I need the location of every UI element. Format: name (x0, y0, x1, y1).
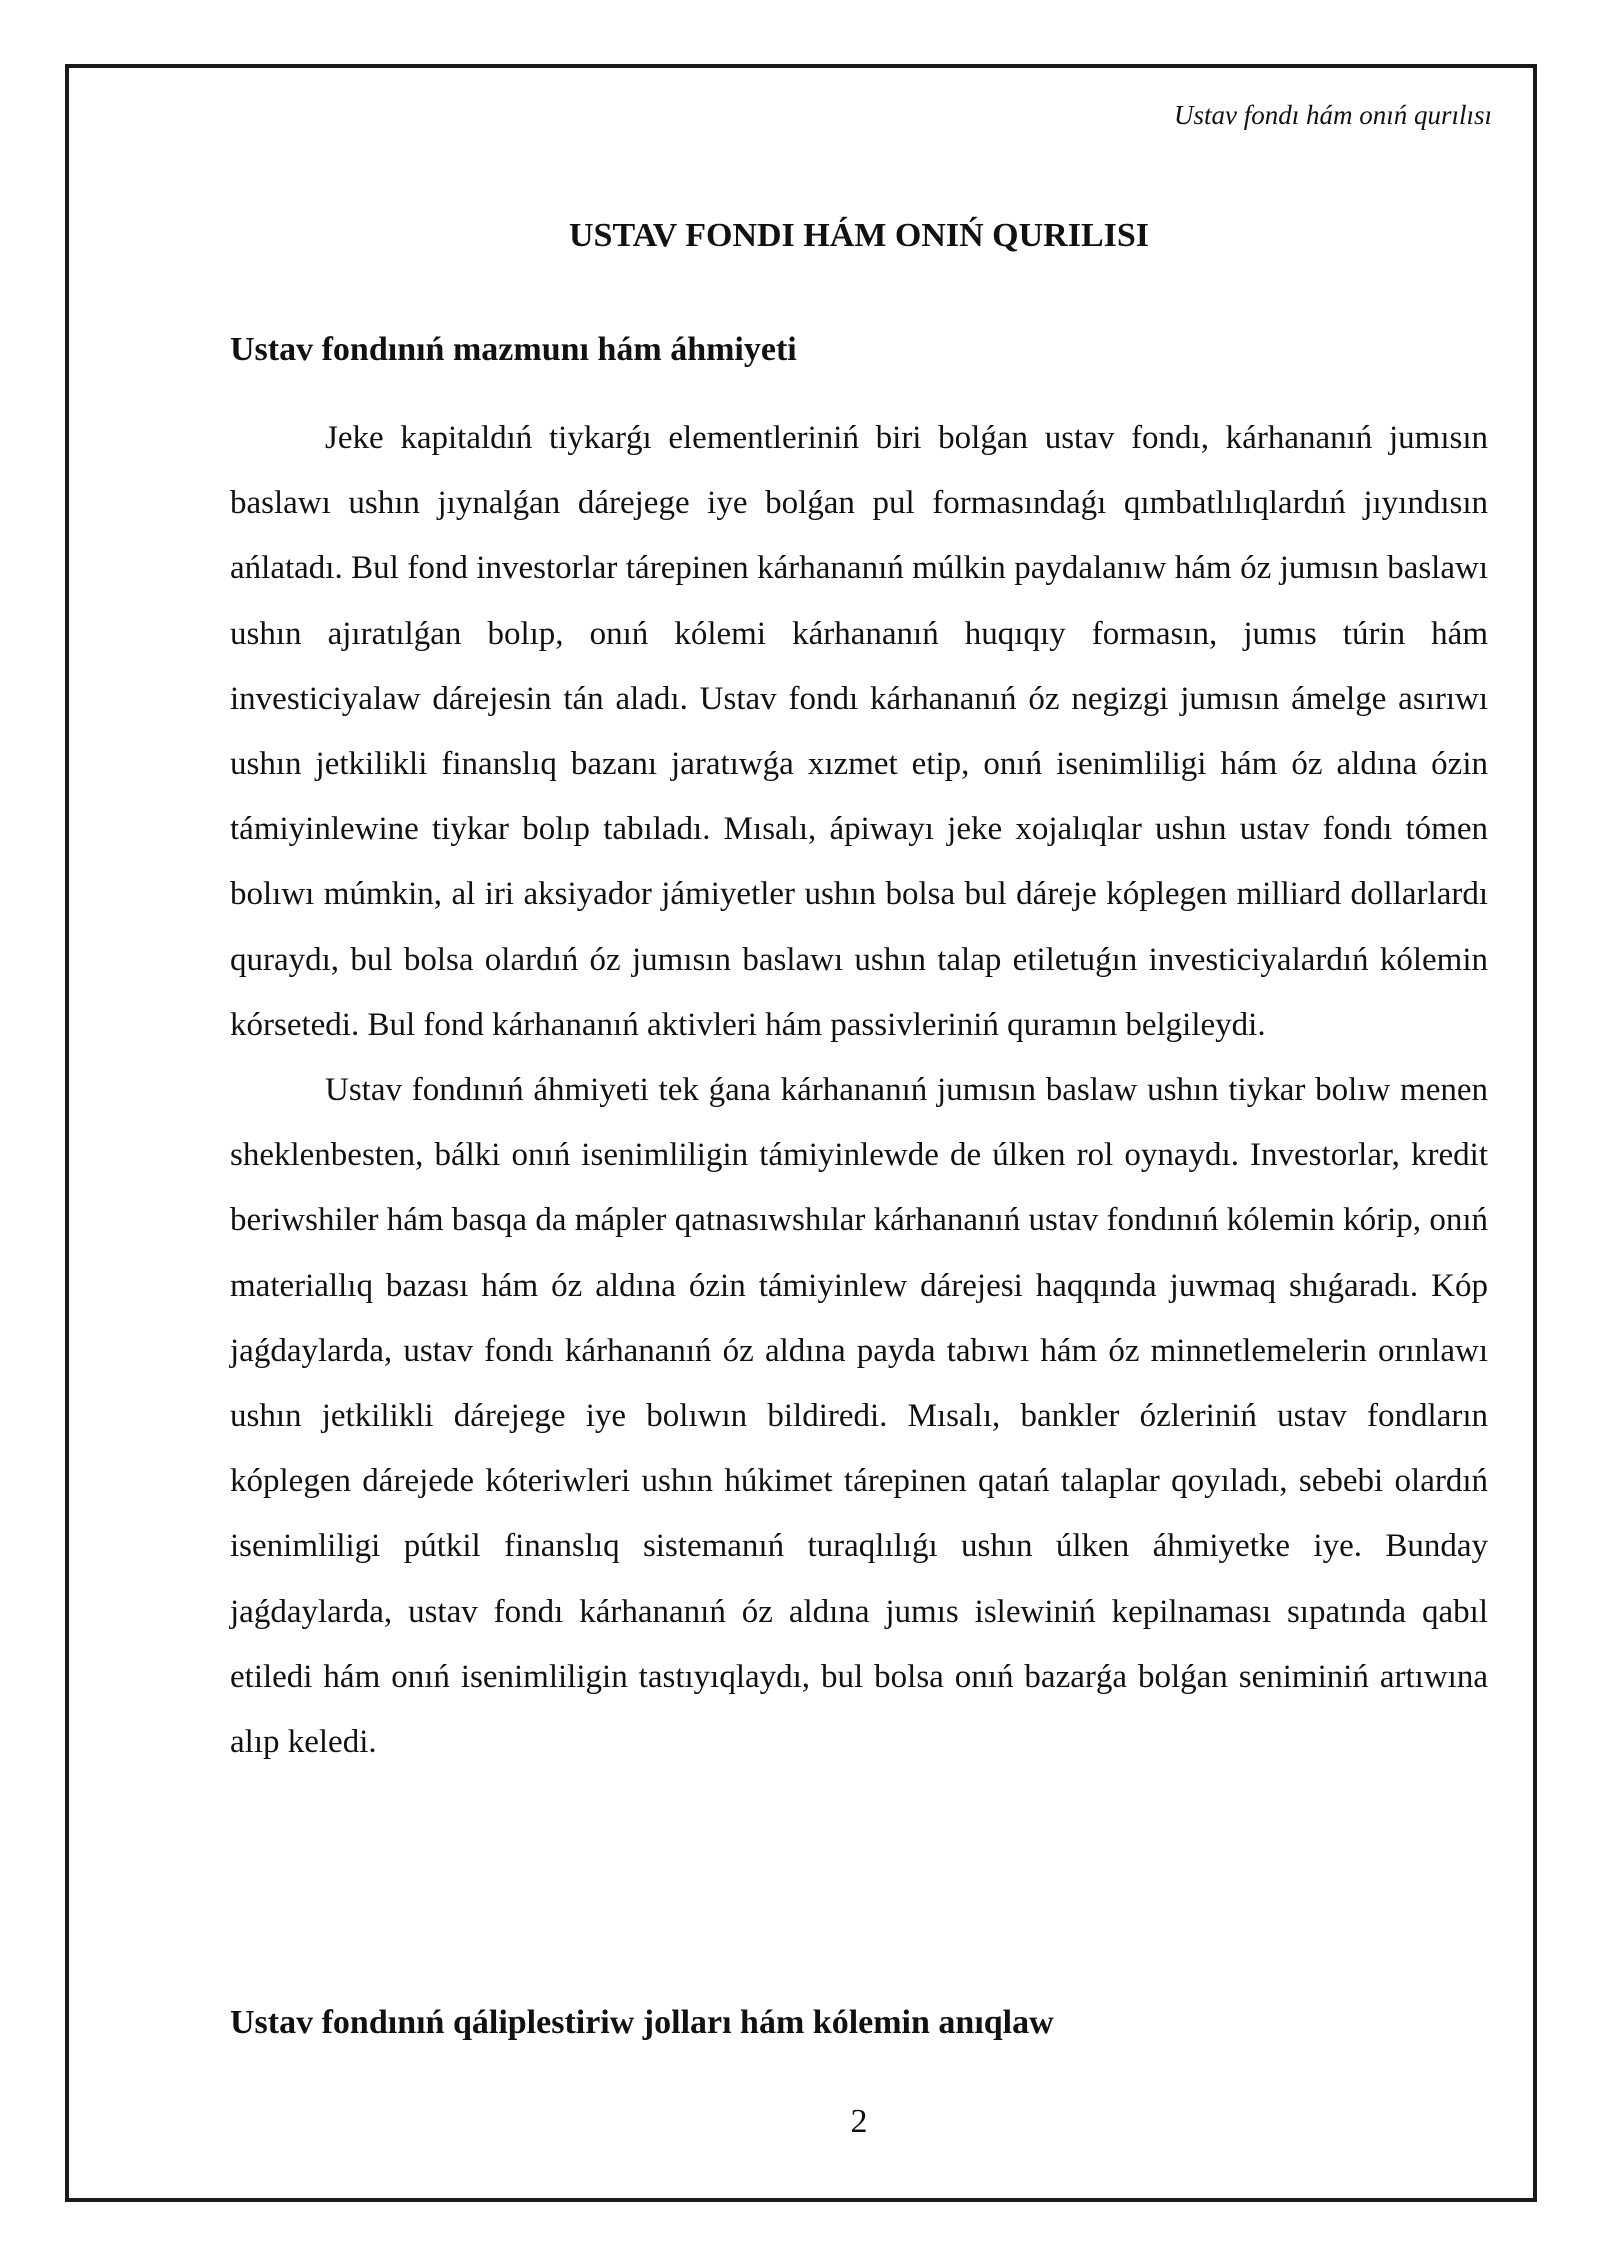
paragraph: Ustav fondınıń áhmiyeti tek ǵana kárhananıń jumısın baslaw ushın tiykar bolıw menen sheklenbesten, bálki onıń isenimliligin támiyinlewde de úlken rol oynaydı. Investorlar, kredit beriwshiler hám basqa da mápler qatnasıwshılar kárhananıń ustav fondınıń kólemin kórip, onıń materiallıq bazası hám óz aldına ózin támiyinlew dárejesi haqqında juwmaq shıǵaradı. Kóp jaǵdaylarda, ustav fondı kárhananıń óz aldına payda tabıwı hám óz minnetlemelerin orınlawı ushın jetkilikli dárejege iye bolıwın bildiredi. Mısalı, bankler ózleriniń ustav fondların kóplegen dárejede kóteriwleri ushın húkimet tárepinen qatań talaplar qoyıladı, sebebi olardıń isenimliligi pútkil finanslıq sistemanıń turaqlılıǵı ushın úlken áhmiyetke iye. Bunday jaǵdaylarda, ustav fondı kárhananıń óz aldına jumıs islewiniń kepilnaması sıpatında qabıl etiledi hám onıń isenimliligin tastıyıqlaydı, bul bolsa onıń bazarǵa bolǵan seniminiń artıwına alıp keledi. (230, 1072, 1488, 1761)
section-body (230, 406, 1488, 1775)
document-title: USTAV FONDI HÁM ONIŃ QURILISI (569, 217, 1149, 254)
paragraph: Jeke kapitaldıń tiykarǵı elementleriniń biri bolǵan ustav fondı, kárhananıń jumısın baslawı ushın jıynalǵan dárejege iye bolǵan pul formasındaǵı qımbatlılıqlardıń jıyındısın ańlatadı. Bul fond investorlar tárepinen kárhananıń múlkin paydalanıw hám óz jumısın baslawı ushın ajıratılǵan bolıp, onıń kólemi kárhananıń huqıqıy formasın, jumıs túrin hám investiciyalaw dárejesin tán aladı. Ustav fondı kárhananıń óz negizgi jumısın ámelge asırıwı ushın jetkilikli finanslıq bazanı jaratıwǵa xızmet etip, onıń isenimliligi hám óz aldına ózin támiyinlewine tiykar bolıp tabıladı. Mısalı, ápiwayı jeke xojalıqlar ushın ustav fondı tómen bolıwı múmkin, al iri aksiyador jámiyetler ushın bolsa bul dáreje kóplegen milliard dollarlardı quraydı, bul bolsa olardıń óz jumısın baslawı ushın talap etiletuǵın investiciyalardıń kólemin kórsetedi. Bul fond kárhananıń aktivleri hám passivleriniń quramın belgileydi. (230, 420, 1488, 1043)
page-number: 2 (850, 2103, 868, 2140)
running-header: Ustav fondı hám onıń qurılısı (1173, 100, 1492, 130)
section-heading: Ustav fondınıń mazmunı hám áhmiyeti (230, 331, 797, 368)
section-heading: Ustav fondınıń qáliplestiriw jolları hám kólemin anıqlaw (230, 2004, 1054, 2041)
